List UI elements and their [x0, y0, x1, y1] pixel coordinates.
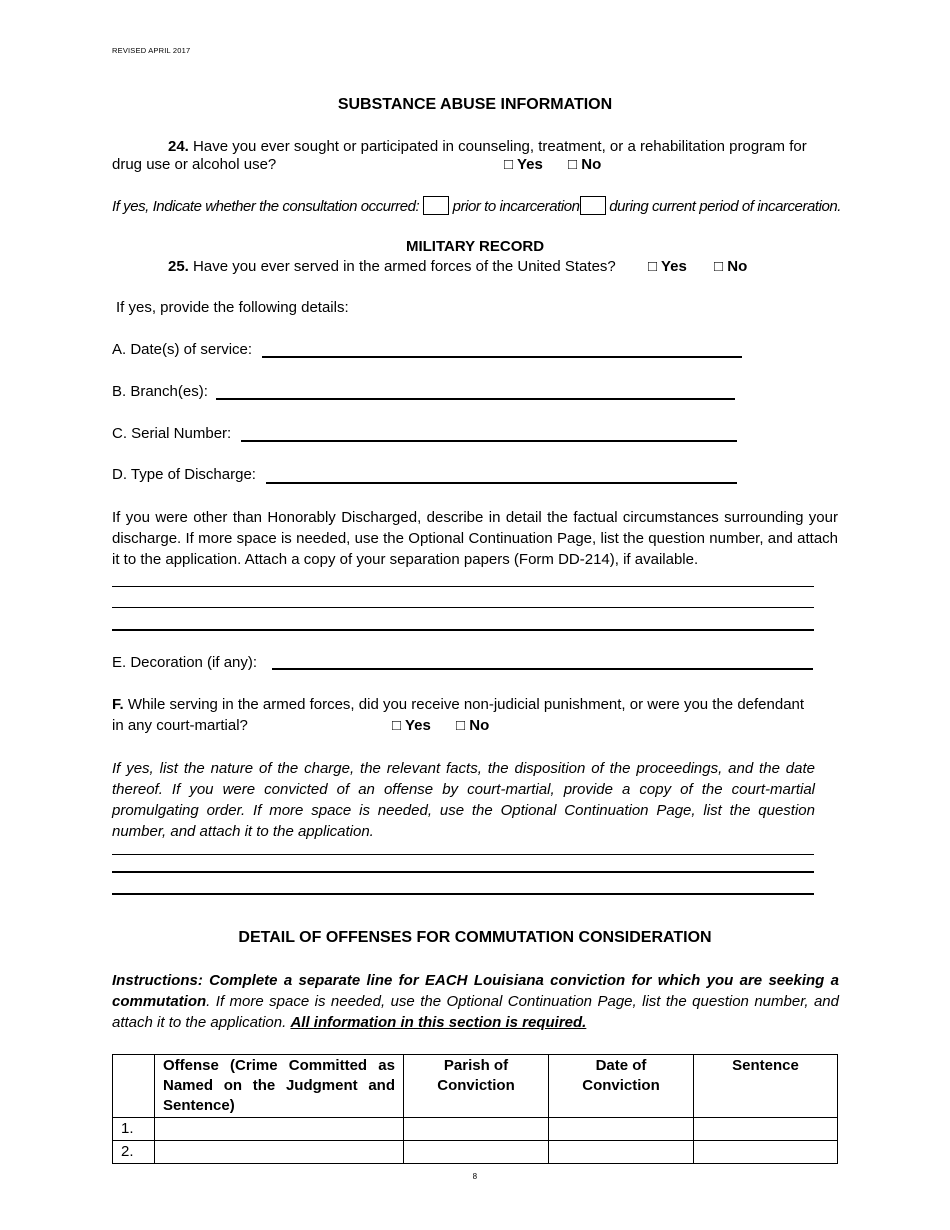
offense-cell[interactable] [155, 1118, 404, 1141]
question-25-no-option[interactable]: □ No [714, 258, 748, 275]
prior-incarceration-label: prior to incarceration [452, 198, 580, 215]
col-parish-header: Parish of Conviction [404, 1055, 549, 1118]
court-martial-line-3[interactable] [112, 893, 814, 895]
question-25 [168, 257, 616, 277]
question-f [112, 695, 842, 715]
table-row [113, 1141, 838, 1164]
question-f-no-label: No [469, 717, 490, 734]
during-incarceration-checkbox[interactable] [580, 196, 606, 215]
court-martial-instructions: If yes, list the nature of the charge, the relevant facts, the disposition of the proceedings, and the date thereof. If you were convicted of an offense by court-martial, provide a copy of the court-martial promulgating order. If more space is needed, use the Optional Continuation Page, list the question number, and attach it to the application. [112, 760, 815, 840]
serial-number-label: C. Serial Number: [112, 425, 232, 442]
question-24 [168, 137, 848, 157]
question-25-text: Have you ever served in the armed forces of the United States? [193, 258, 616, 275]
revision-date: REVISED APRIL 2017 [112, 46, 191, 55]
discharge-explanation-line-2[interactable] [112, 607, 814, 608]
table-row [113, 1118, 838, 1141]
page-number: 8 [472, 1172, 478, 1181]
discharge-explanation-line-1[interactable] [112, 586, 814, 587]
discharge-explanation-line-3[interactable] [112, 629, 814, 631]
serial-number-field[interactable] [241, 440, 737, 442]
consultation-timing [112, 196, 841, 217]
offenses-table [112, 1054, 838, 1164]
details-intro: If yes, provide the following details: [116, 299, 349, 316]
decoration-field[interactable] [272, 668, 813, 670]
branch-field[interactable] [216, 398, 735, 400]
question-f-no-option[interactable]: □ No [456, 717, 490, 734]
branch-label: B. Branch(es): [112, 383, 208, 400]
sentence-cell[interactable] [694, 1141, 838, 1164]
question-f-text: While serving in the armed forces, did you receive non-judicial punishment, or were you the defendant [127, 696, 805, 713]
offenses-instructions [112, 970, 839, 1033]
date-cell[interactable] [549, 1141, 694, 1164]
date-cell[interactable] [549, 1118, 694, 1141]
military-record-title: MILITARY RECORD [405, 238, 545, 255]
substance-abuse-title: SUBSTANCE ABUSE INFORMATION [337, 96, 613, 113]
offenses-table-header [113, 1055, 838, 1118]
question-f-yes-label: Yes [404, 717, 431, 734]
parish-cell[interactable] [404, 1118, 549, 1141]
sentence-cell[interactable] [694, 1118, 838, 1141]
question-f-yes-option[interactable]: □ Yes [392, 717, 431, 734]
discharge-type-label: D. Type of Discharge: [112, 466, 256, 483]
question-24-number: 24. [168, 138, 189, 155]
offenses-title: DETAIL OF OFFENSES FOR COMMUTATION CONSIDERATION [238, 929, 712, 946]
during-incarceration-label: during current period of incarceration. [609, 198, 841, 215]
question-25-number: 25. [168, 258, 189, 275]
question-24-text: Have you ever sought or participated in counseling, treatment, or a rehabilitation program for [193, 138, 807, 155]
question-24-no-label: No [581, 156, 602, 173]
question-25-no-label: No [727, 258, 748, 275]
col-date-header: Date of Conviction [549, 1055, 694, 1118]
consultation-timing-prompt: If yes, Indicate whether the consultation occurred: [112, 198, 420, 215]
question-25-yes-label: Yes [660, 258, 687, 275]
parish-cell[interactable] [404, 1141, 549, 1164]
offenses-required-note: All information in this section is required. [290, 1014, 587, 1031]
question-24-text-cont: drug use or alcohol use? [112, 156, 277, 173]
date-of-service-field[interactable] [262, 356, 742, 358]
col-offense-header: Offense (Crime Committed as Named on the Judgment and Sentence) [155, 1055, 404, 1118]
decoration-label: E. Decoration (if any): [112, 654, 258, 671]
col-number-header [113, 1055, 155, 1118]
court-martial-line-2[interactable] [112, 871, 814, 873]
question-f-text-cont: in any court-martial? [112, 717, 248, 734]
row-number: 1. [113, 1118, 155, 1141]
prior-incarceration-checkbox[interactable] [423, 196, 449, 215]
offenses-instructions-bold: Instructions: Complete a separate line for EACH Louisiana conviction for which you are seeking a commutation [112, 972, 839, 1010]
discharge-explanation-instructions: If you were other than Honorably Discharged, describe in detail the factual circumstances surrounding your discharge. If more space is needed, use the Optional Continuation Page, list the question number, and attach it to the application. Attach a copy of your separation papers (Form DD-214), if available. [112, 509, 838, 568]
question-24-yes-option[interactable]: □ Yes [504, 156, 543, 173]
question-24-yes-label: Yes [516, 156, 543, 173]
col-sentence-header: Sentence [694, 1055, 838, 1118]
discharge-type-field[interactable] [266, 482, 737, 484]
offenses-instructions-rest: . If more space is needed, use the Optional Continuation Page, list the question number, and attach it to the application. [112, 993, 839, 1031]
question-24-no-option[interactable]: □ No [568, 156, 602, 173]
question-f-number: F. [112, 696, 124, 713]
court-martial-line-1[interactable] [112, 854, 814, 855]
question-25-yes-option[interactable]: □ Yes [648, 258, 687, 275]
offense-cell[interactable] [155, 1141, 404, 1164]
date-of-service-label: A. Date(s) of service: [112, 341, 253, 358]
row-number: 2. [113, 1141, 155, 1164]
